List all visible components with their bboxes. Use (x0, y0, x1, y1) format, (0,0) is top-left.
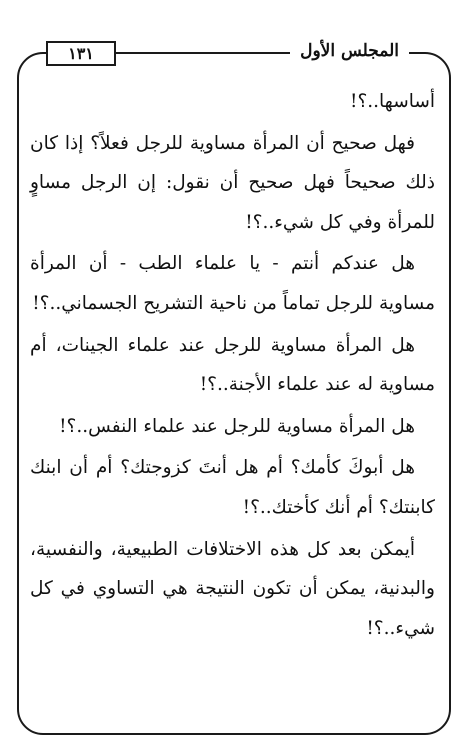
paragraph: هل أبوكَ كأمك؟ أم هل أنتَ كزوجتك؟ أم أن ابنك كابنتك؟ أم أنك كأختك..؟! (30, 457, 435, 518)
paragraph: فهل صحيح أن المرأة مساوية للرجل فعلاً؟ إذا كان ذلك صحيحاً فهل صحيح أن نقول: إن الرجل مساوٍ للمرأة وفي كل شيء..؟! (30, 132, 435, 233)
paragraph: أيمكن بعد كل هذه الاختلافات الطبيعية، والنفسية، والبدنية، يمكن أن تكون النتيجة هي التساوي في كل شيء..؟! (30, 538, 435, 639)
chapter-title: المجلس الأول (290, 38, 409, 64)
page-number-box (46, 41, 116, 66)
paragraph: هل عندكم أنتم - يا علماء الطب - أن المرأة مساوية للرجل تماماً من ناحية التشريح الجسماني..؟! (30, 253, 435, 314)
page-number: ١٣١ (68, 44, 94, 63)
paragraph: هل المرأة مساوية للرجل عند علماء الجينات، أم مساوية له عند علماء الأجنة..؟! (30, 334, 435, 396)
body-text (30, 82, 435, 648)
paragraph: أساسها..؟! (350, 91, 435, 112)
paragraph: هل المرأة مساوية للرجل عند علماء النفس..؟! (59, 415, 415, 437)
